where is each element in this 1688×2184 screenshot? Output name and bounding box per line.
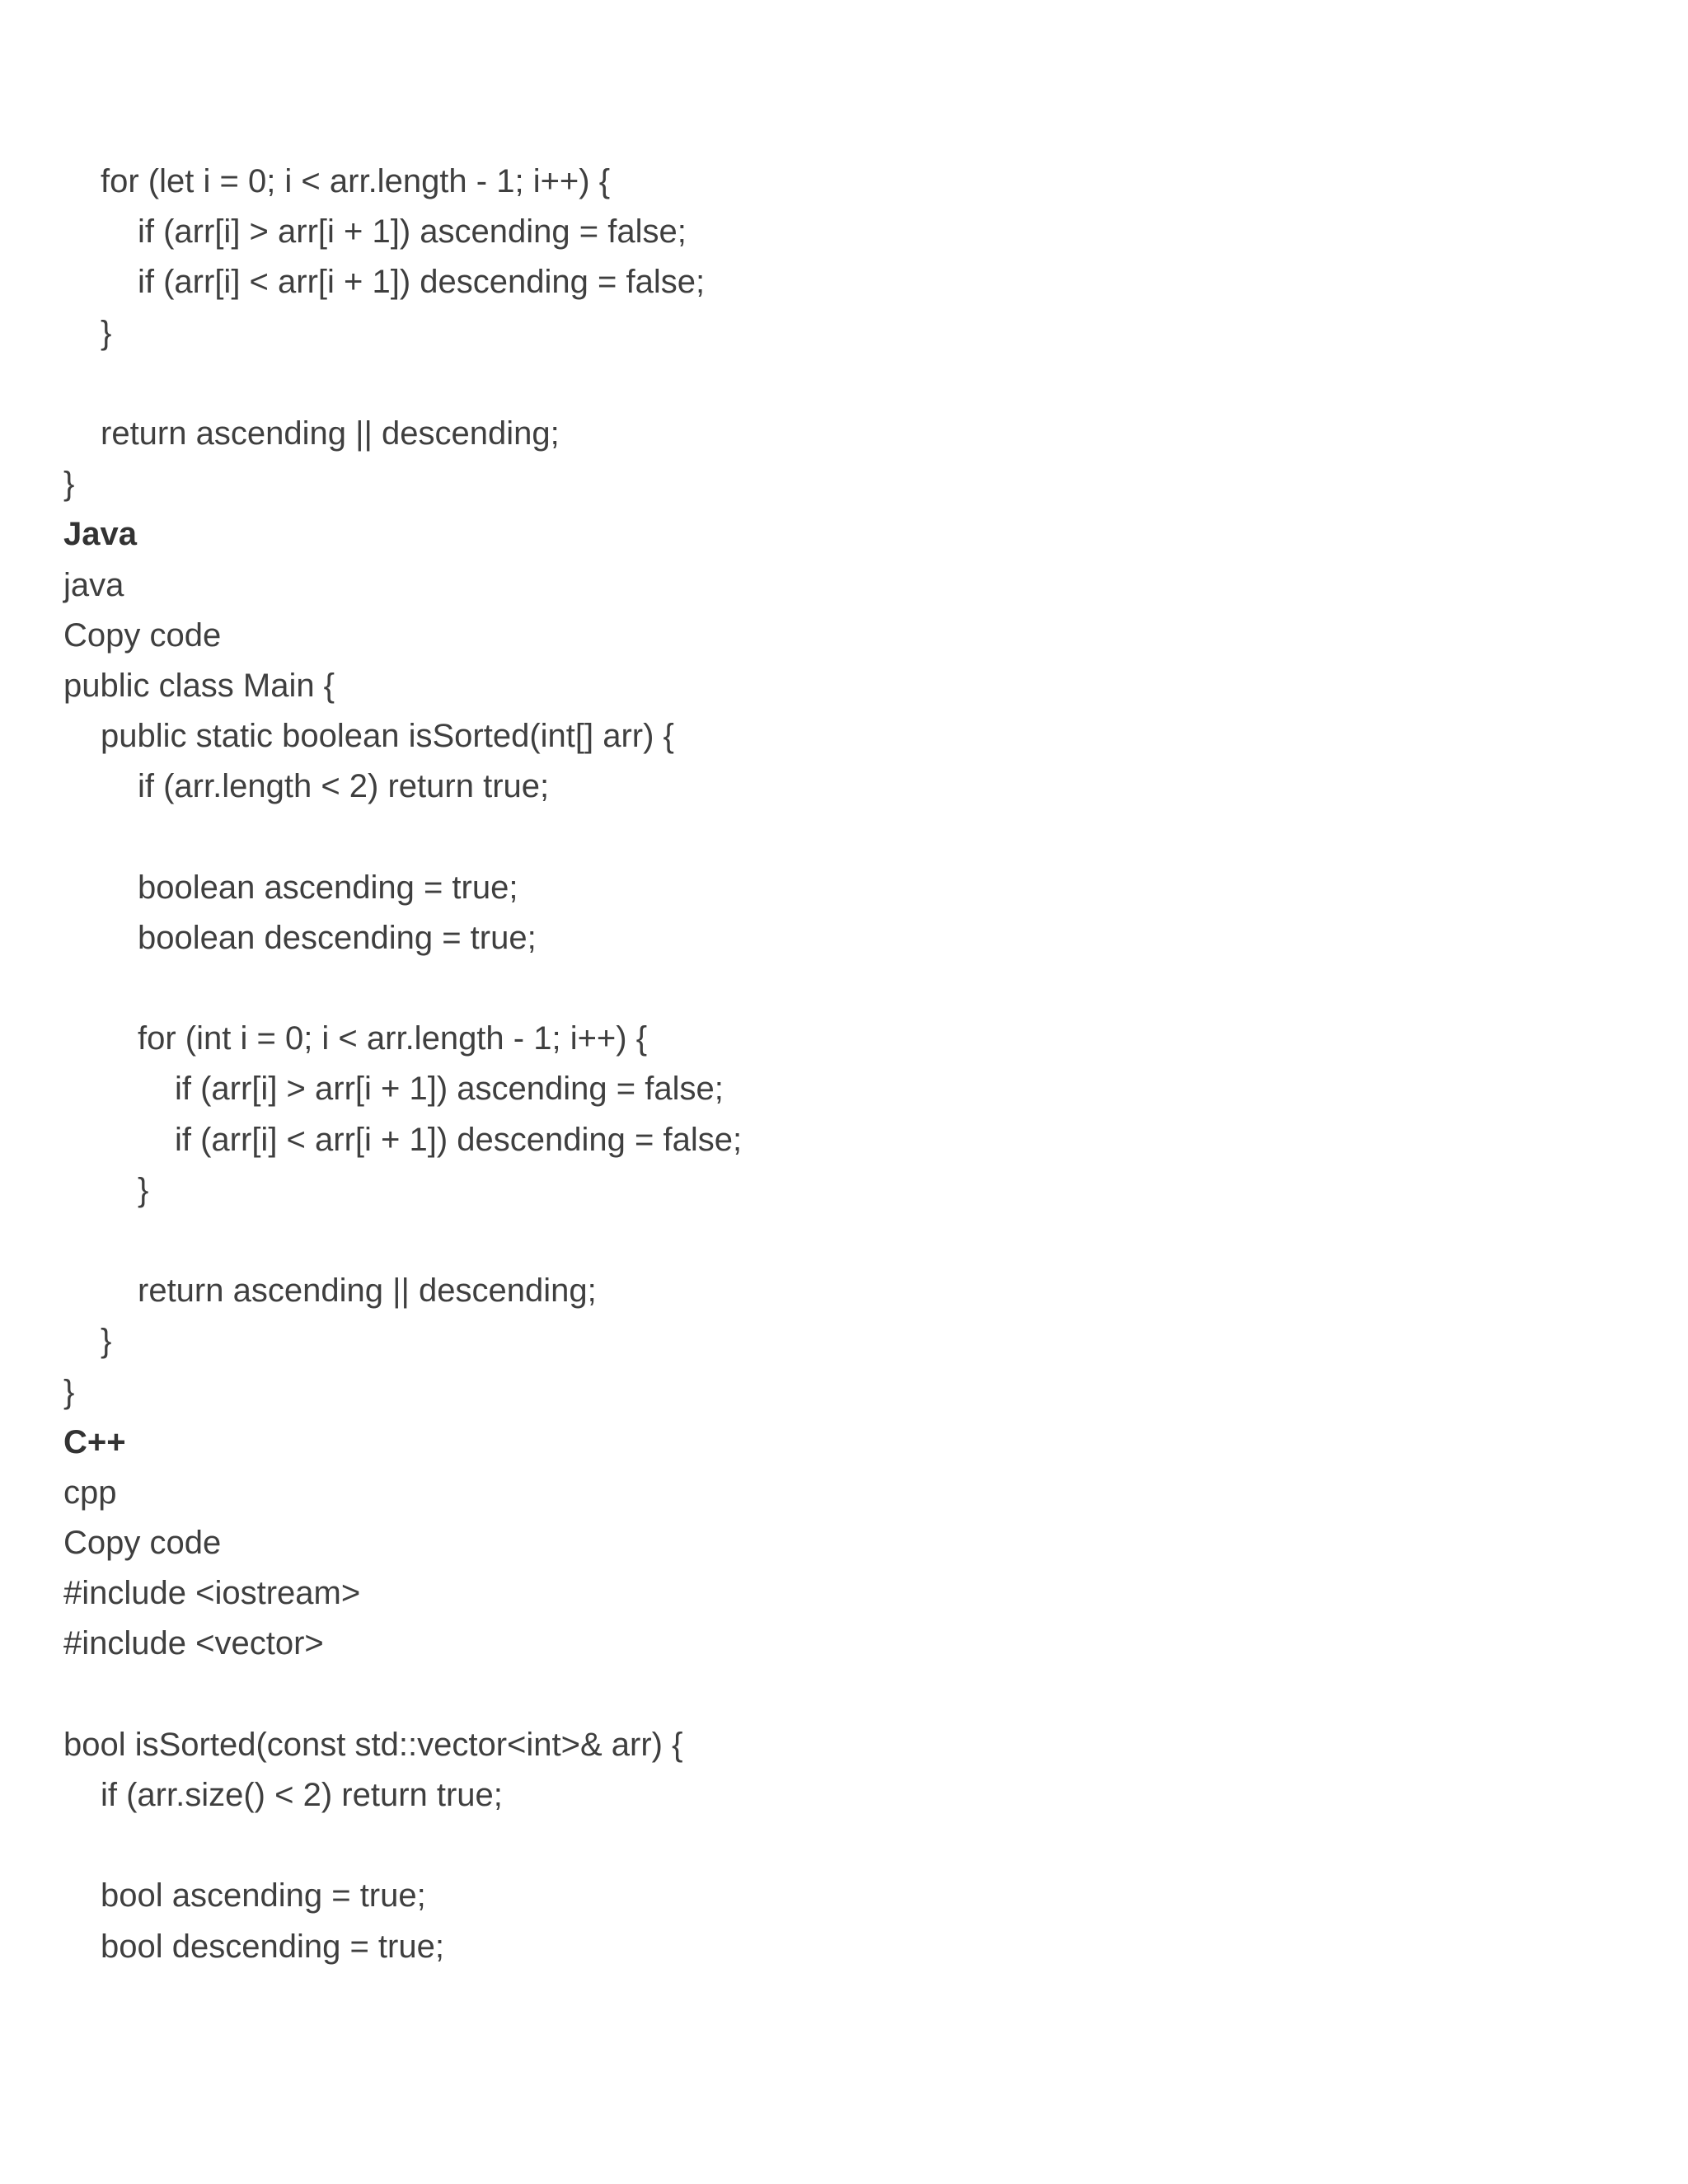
code-language-label: cpp bbox=[63, 1474, 117, 1511]
section-cpp bbox=[63, 1418, 1629, 1972]
code-line: for (int i = 0; i < arr.length - 1; i++) { bbox=[138, 1020, 648, 1057]
code-line: #include <iostream> bbox=[63, 1575, 361, 1612]
code-line-blank bbox=[63, 812, 1629, 862]
code-line: if (arr.length < 2) return true; bbox=[138, 768, 550, 805]
section-title-java: Java bbox=[63, 516, 137, 553]
code-line-blank bbox=[63, 1670, 1629, 1720]
code-line: bool isSorted(const std::vector<int>& arr) { bbox=[63, 1726, 683, 1763]
code-line: if (arr[i] > arr[i + 1]) ascending = false; bbox=[175, 1071, 724, 1108]
code-line-blank bbox=[63, 359, 1629, 409]
copy-code-button[interactable]: Copy code bbox=[63, 1525, 222, 1562]
section-java bbox=[63, 509, 1629, 1417]
code-block-cpp bbox=[63, 1568, 1629, 1972]
code-line: bool descending = true; bbox=[101, 1928, 444, 1965]
code-line-blank bbox=[63, 1216, 1629, 1266]
code-line: public class Main { bbox=[63, 667, 335, 704]
code-line: return ascending || descending; bbox=[101, 415, 560, 452]
code-line: for (let i = 0; i < arr.length - 1; i++) { bbox=[101, 163, 611, 199]
code-line: #include <vector> bbox=[63, 1625, 324, 1662]
copy-code-button[interactable]: Copy code bbox=[63, 616, 222, 654]
section-title-cpp: C++ bbox=[63, 1423, 126, 1460]
code-line: if (arr.size() < 2) return true; bbox=[101, 1777, 503, 1813]
code-block-javascript-tail bbox=[63, 157, 1629, 509]
code-line: bool ascending = true; bbox=[101, 1877, 426, 1915]
code-line: boolean descending = true; bbox=[138, 919, 537, 956]
code-line: public static boolean isSorted(int[] arr) { bbox=[101, 718, 674, 755]
code-line: if (arr[i] < arr[i + 1]) descending = false; bbox=[138, 264, 706, 301]
response-content bbox=[63, 157, 1629, 1972]
code-line: } bbox=[138, 1171, 149, 1208]
code-line: if (arr[i] > arr[i + 1]) ascending = false; bbox=[138, 213, 687, 251]
code-line-blank bbox=[63, 963, 1629, 1014]
code-line: } bbox=[101, 1323, 112, 1360]
code-language-label: java bbox=[63, 566, 124, 603]
code-line: boolean ascending = true; bbox=[138, 869, 518, 906]
code-line: } bbox=[63, 466, 75, 503]
code-line: } bbox=[101, 314, 112, 351]
code-line-blank bbox=[63, 1821, 1629, 1871]
code-block-java bbox=[63, 661, 1629, 1418]
code-line: } bbox=[63, 1373, 75, 1410]
code-line: return ascending || descending; bbox=[138, 1272, 597, 1310]
code-line: if (arr[i] < arr[i + 1]) descending = false; bbox=[175, 1121, 743, 1158]
